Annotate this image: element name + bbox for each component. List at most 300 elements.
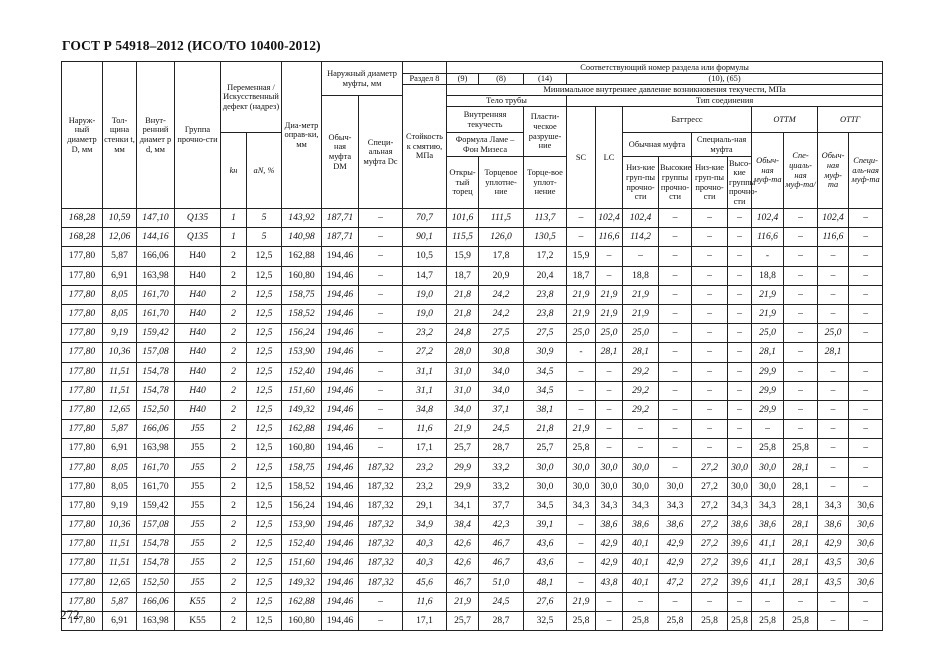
table-cell: 28,1 <box>784 477 818 496</box>
table-cell: 194,46 <box>322 343 359 362</box>
table-cell: 12,5 <box>247 477 282 496</box>
table-cell: 32,5 <box>524 611 567 630</box>
table-cell: 29,9 <box>752 400 784 419</box>
table-cell: 151,60 <box>282 381 322 400</box>
table-cell: 187,71 <box>322 228 359 247</box>
table-cell: – <box>849 247 883 266</box>
table-cell: 162,88 <box>282 420 322 439</box>
table-cell: – <box>567 554 596 573</box>
table-cell: – <box>784 592 818 611</box>
table-cell: – <box>359 266 403 285</box>
hdr-f8: (8) <box>479 74 524 85</box>
table-cell: 194,46 <box>322 554 359 573</box>
table-cell: 34,1 <box>447 496 479 515</box>
table-cell: 159,42 <box>137 496 175 515</box>
hdr-ottg-special: Специ-аль-ная муф-та <box>849 133 883 209</box>
table-cell: 39,6 <box>728 535 752 554</box>
table-row <box>62 439 883 458</box>
table-cell: 194,46 <box>322 592 359 611</box>
table-cell: – <box>728 381 752 400</box>
table-cell: – <box>728 228 752 247</box>
table-cell: 2 <box>221 439 247 458</box>
table-cell: 2 <box>221 381 247 400</box>
table-cell: 28,7 <box>479 439 524 458</box>
table-cell: – <box>567 573 596 592</box>
hdr-collapse: Стойкость к смятию, МПа <box>403 85 447 209</box>
table-cell: J55 <box>175 477 221 496</box>
table-cell: – <box>849 420 883 439</box>
table-cell: 43,5 <box>818 554 849 573</box>
table-cell: 45,6 <box>403 573 447 592</box>
table-cell: 30,0 <box>728 458 752 477</box>
table-cell: 194,46 <box>322 362 359 381</box>
table-cell: – <box>818 304 849 323</box>
table-cell: 40,3 <box>403 535 447 554</box>
table-cell: H40 <box>175 343 221 362</box>
table-cell: 6,91 <box>103 611 137 630</box>
table-cell: 2 <box>221 324 247 343</box>
table-cell: 25,8 <box>728 611 752 630</box>
table-cell: 70,7 <box>403 209 447 228</box>
table-cell: 30,0 <box>752 477 784 496</box>
table-cell: 162,88 <box>282 592 322 611</box>
table-cell: 34,3 <box>728 496 752 515</box>
table-cell: 160,80 <box>282 439 322 458</box>
table-cell: – <box>784 362 818 381</box>
table-cell: – <box>818 420 849 439</box>
table-cell: 12,5 <box>247 573 282 592</box>
table-cell: – <box>359 247 403 266</box>
table-cell: – <box>659 439 692 458</box>
table-cell: 177,80 <box>62 592 103 611</box>
table-cell: – <box>818 381 849 400</box>
table-cell: 177,80 <box>62 381 103 400</box>
hdr-an: aN, % <box>247 133 282 209</box>
hdr-lame-mises: Формула Ламе – Фон Мизеса <box>447 133 524 157</box>
table-cell: 19,0 <box>403 285 447 304</box>
table-cell: – <box>359 209 403 228</box>
table-cell: 24,8 <box>447 324 479 343</box>
table-cell: – <box>596 420 623 439</box>
table-cell: – <box>692 304 728 323</box>
table-cell: 102,4 <box>818 209 849 228</box>
table-cell: 42,6 <box>447 535 479 554</box>
table-cell: – <box>784 266 818 285</box>
table-cell: 33,2 <box>479 458 524 477</box>
table-cell: – <box>818 611 849 630</box>
table-cell: 2 <box>221 573 247 592</box>
table-cell: 25,0 <box>818 324 849 343</box>
table-cell: 177,80 <box>62 304 103 323</box>
table-cell: 30,6 <box>849 535 883 554</box>
table-cell: – <box>359 324 403 343</box>
table-cell: – <box>692 420 728 439</box>
table-cell: 30,9 <box>524 343 567 362</box>
table-cell <box>849 343 883 362</box>
table-cell: K55 <box>175 611 221 630</box>
hdr-capped-end-seal: Торцевое уплотне-ние <box>479 157 524 209</box>
hdr-ottm: ОТТМ <box>752 107 818 133</box>
table-cell: 9,19 <box>103 324 137 343</box>
table-cell: 42,9 <box>659 535 692 554</box>
table-cell: 17,8 <box>479 247 524 266</box>
table-cell: 12,5 <box>247 439 282 458</box>
table-cell: 194,46 <box>322 420 359 439</box>
table-cell: 154,78 <box>137 535 175 554</box>
hdr-ottm-special: Спе-циаль-ная муф-та/ <box>784 133 818 209</box>
table-cell: 194,46 <box>322 285 359 304</box>
hdr-special-coupling: Специ-альная муфта Dc <box>359 96 403 209</box>
table-cell: 23,2 <box>403 324 447 343</box>
table-cell: 21,9 <box>567 592 596 611</box>
table-cell: 25,8 <box>752 439 784 458</box>
table-cell: 168,28 <box>62 209 103 228</box>
table-cell: – <box>784 304 818 323</box>
table-cell: – <box>659 420 692 439</box>
table-row <box>62 381 883 400</box>
hdr-high-grade-2: Высо-кие группы прочно-сти <box>728 157 752 209</box>
table-cell: 29,2 <box>623 362 659 381</box>
table-cell: 43,6 <box>524 554 567 573</box>
hdr-open-end: Откры-тый торец <box>447 157 479 209</box>
table-cell: 41,1 <box>752 554 784 573</box>
table-cell: – <box>818 477 849 496</box>
hdr-bt-regular: Обычная муфта <box>623 133 692 157</box>
table-cell: – <box>849 362 883 381</box>
table-cell: 21,9 <box>752 285 784 304</box>
table-cell: 194,46 <box>322 516 359 535</box>
table-cell: 12,5 <box>247 324 282 343</box>
table-cell: 27,2 <box>692 458 728 477</box>
table-cell: 21,9 <box>447 420 479 439</box>
table-cell: 10,5 <box>403 247 447 266</box>
table-cell: 11,51 <box>103 535 137 554</box>
table-cell: 12,5 <box>247 400 282 419</box>
table-cell: 177,80 <box>62 611 103 630</box>
table-cell: 114,2 <box>623 228 659 247</box>
table-cell: 25,7 <box>447 439 479 458</box>
table-cell: J55 <box>175 535 221 554</box>
table-cell: 194,46 <box>322 535 359 554</box>
table-cell: 177,80 <box>62 285 103 304</box>
table-cell: 194,46 <box>322 573 359 592</box>
table-cell: 21,9 <box>596 304 623 323</box>
table-cell: 187,32 <box>359 496 403 515</box>
table-cell: J55 <box>175 516 221 535</box>
table-cell: 21,9 <box>567 285 596 304</box>
table-cell: 21,9 <box>447 592 479 611</box>
table-cell: – <box>728 266 752 285</box>
table-cell: H40 <box>175 381 221 400</box>
table-cell: 144,16 <box>137 228 175 247</box>
table-cell: 34,3 <box>659 496 692 515</box>
table-cell: - <box>752 247 784 266</box>
table-cell: – <box>359 381 403 400</box>
table-cell: – <box>359 285 403 304</box>
table-row <box>62 285 883 304</box>
table-cell: 21,8 <box>524 420 567 439</box>
table-cell: 34,3 <box>818 496 849 515</box>
table-cell: – <box>784 400 818 419</box>
table-cell: – <box>728 285 752 304</box>
table-cell: 187,32 <box>359 554 403 573</box>
table-cell: 177,80 <box>62 535 103 554</box>
table-cell: 166,06 <box>137 420 175 439</box>
hdr-ottg-regular: Обыч-ная муф-та <box>818 133 849 209</box>
table-cell: 5,87 <box>103 247 137 266</box>
table-cell: 43,5 <box>818 573 849 592</box>
table-cell: 48,1 <box>524 573 567 592</box>
table-cell: – <box>849 304 883 323</box>
table-cell: 5 <box>247 228 282 247</box>
hdr-drift-diameter: Диа-метр оправ-ки, мм <box>282 62 322 209</box>
table-cell: – <box>596 266 623 285</box>
table-cell: 42,6 <box>447 554 479 573</box>
hdr-capped-end-seal-2: Торце-вое уплот-нение <box>524 157 567 209</box>
table-row <box>62 573 883 592</box>
table-cell: 154,78 <box>137 362 175 381</box>
table-cell: – <box>818 285 849 304</box>
table-cell: 194,46 <box>322 324 359 343</box>
table-cell: 51,0 <box>479 573 524 592</box>
table-cell: 21,8 <box>447 304 479 323</box>
table-cell: – <box>784 285 818 304</box>
table-cell: 24,2 <box>479 304 524 323</box>
table-cell: 111,5 <box>479 209 524 228</box>
table-cell: – <box>596 592 623 611</box>
table-row <box>62 592 883 611</box>
table-cell: – <box>752 592 784 611</box>
table-cell: – <box>692 592 728 611</box>
table-cell: 5,87 <box>103 420 137 439</box>
table-row <box>62 611 883 630</box>
table-cell: 116,6 <box>752 228 784 247</box>
table-cell: – <box>692 209 728 228</box>
table-cell: – <box>692 400 728 419</box>
table-cell: 158,75 <box>282 458 322 477</box>
table-cell: – <box>728 362 752 381</box>
table-cell: 25,8 <box>567 611 596 630</box>
table-cell: 160,80 <box>282 266 322 285</box>
table-cell: – <box>659 228 692 247</box>
table-cell: 12,5 <box>247 516 282 535</box>
table-cell: 42,3 <box>479 516 524 535</box>
hdr-coupling-od: Наружный диаметр муфты, мм <box>322 62 403 96</box>
table-cell: 194,46 <box>322 439 359 458</box>
table-cell: – <box>728 209 752 228</box>
table-cell: 160,80 <box>282 611 322 630</box>
table-cell: 30,6 <box>849 516 883 535</box>
table-cell: 23,8 <box>524 285 567 304</box>
table-cell: 152,50 <box>137 573 175 592</box>
hdr-low-grade-2: Низ-кие груп-пы прочно-сти <box>692 157 728 209</box>
table-cell: 166,06 <box>137 247 175 266</box>
table-row <box>62 400 883 419</box>
table-cell: 5 <box>247 209 282 228</box>
table-cell: 143,92 <box>282 209 322 228</box>
table-cell: 156,24 <box>282 324 322 343</box>
table-cell: 42,9 <box>659 554 692 573</box>
table-row <box>62 324 883 343</box>
table-cell: – <box>728 304 752 323</box>
table-cell: 28,1 <box>596 343 623 362</box>
table-cell: 156,24 <box>282 496 322 515</box>
table-cell: 21,9 <box>567 304 596 323</box>
table-cell: – <box>728 343 752 362</box>
table-cell: H40 <box>175 362 221 381</box>
table-cell: 11,51 <box>103 381 137 400</box>
table-cell: 177,80 <box>62 343 103 362</box>
table-cell: 177,80 <box>62 496 103 515</box>
table-cell: 2 <box>221 458 247 477</box>
table-cell: 2 <box>221 285 247 304</box>
table-cell: 177,80 <box>62 516 103 535</box>
table-cell: 6,91 <box>103 439 137 458</box>
hdr-f9: (9) <box>447 74 479 85</box>
hdr-lc: LC <box>596 107 623 209</box>
table-cell: – <box>784 381 818 400</box>
table-cell: 30,6 <box>849 554 883 573</box>
table-cell: – <box>849 381 883 400</box>
table-cell: 90,1 <box>403 228 447 247</box>
table-cell: – <box>849 324 883 343</box>
table-cell: 12,5 <box>247 592 282 611</box>
table-cell: 154,78 <box>137 381 175 400</box>
table-cell: 27,2 <box>692 535 728 554</box>
hdr-f1065: (10), (65) <box>567 74 883 85</box>
table-cell: 38,6 <box>659 516 692 535</box>
table-cell: 187,32 <box>359 516 403 535</box>
table-cell: 28,1 <box>818 343 849 362</box>
table-cell: 24,2 <box>479 285 524 304</box>
table-cell: – <box>784 343 818 362</box>
table-cell: – <box>849 611 883 630</box>
table-cell: – <box>728 247 752 266</box>
table-cell: 8,05 <box>103 477 137 496</box>
table-cell: 27,5 <box>479 324 524 343</box>
table-cell: – <box>659 458 692 477</box>
table-cell: 15,9 <box>447 247 479 266</box>
table-cell: 2 <box>221 592 247 611</box>
table-cell: 38,4 <box>447 516 479 535</box>
table-cell: 34,0 <box>479 362 524 381</box>
table-cell: 177,80 <box>62 573 103 592</box>
table-cell: 10,36 <box>103 516 137 535</box>
table-cell: 28,1 <box>784 458 818 477</box>
table-cell: 157,08 <box>137 516 175 535</box>
table-cell: 40,1 <box>623 554 659 573</box>
table-cell: – <box>849 439 883 458</box>
table-cell: 30,0 <box>596 477 623 496</box>
table-cell: 37,7 <box>479 496 524 515</box>
hdr-kn: kн <box>221 133 247 209</box>
table-cell: 27,2 <box>692 477 728 496</box>
table-cell: 11,51 <box>103 362 137 381</box>
table-cell: 153,90 <box>282 516 322 535</box>
table-cell: 9,19 <box>103 496 137 515</box>
table-cell: 38,6 <box>623 516 659 535</box>
table-cell: H40 <box>175 400 221 419</box>
table-cell: 2 <box>221 247 247 266</box>
table-cell: 161,70 <box>137 458 175 477</box>
table-cell: 27,5 <box>524 324 567 343</box>
hdr-inner-diameter: Внут-ренний диамет р d, мм <box>137 62 175 209</box>
table-cell: 43,8 <box>596 573 623 592</box>
table-cell: 177,80 <box>62 477 103 496</box>
table-cell: 34,0 <box>447 400 479 419</box>
table-cell: 8,05 <box>103 285 137 304</box>
table-cell: 159,42 <box>137 324 175 343</box>
table-cell: 34,3 <box>596 496 623 515</box>
table-cell: 25,8 <box>752 611 784 630</box>
hdr-low-grade: Низ-кие груп-пы прочно-сти <box>623 157 659 209</box>
data-table <box>61 61 883 631</box>
table-cell: – <box>784 420 818 439</box>
hdr-internal-yield: Внутренняя текучесть <box>447 107 524 133</box>
table-cell: 14,7 <box>403 266 447 285</box>
table-row <box>62 266 883 285</box>
table-row <box>62 362 883 381</box>
table-cell: – <box>623 420 659 439</box>
table-cell: 34,3 <box>567 496 596 515</box>
table-cell: – <box>849 228 883 247</box>
table-cell: 31,1 <box>403 362 447 381</box>
table-cell: – <box>567 381 596 400</box>
table-row <box>62 477 883 496</box>
hdr-ottm-regular: Обыч-ная муф-та <box>752 133 784 209</box>
table-cell: 12,65 <box>103 573 137 592</box>
table-cell: 194,46 <box>322 458 359 477</box>
table-cell: – <box>359 400 403 419</box>
table-cell: – <box>849 400 883 419</box>
table-cell: 23,2 <box>403 477 447 496</box>
hdr-min-pressure: Минимальное внутреннее давление возникновения текучести, МПа <box>447 85 883 96</box>
table-cell: 27,2 <box>403 343 447 362</box>
table-cell: – <box>359 439 403 458</box>
table-cell: – <box>659 285 692 304</box>
table-cell: 28,7 <box>479 611 524 630</box>
table-cell: 194,46 <box>322 611 359 630</box>
table-cell: 12,5 <box>247 535 282 554</box>
table-cell: 116,6 <box>596 228 623 247</box>
table-cell: 23,2 <box>403 458 447 477</box>
table-cell: 115,5 <box>447 228 479 247</box>
table-cell: 27,2 <box>692 573 728 592</box>
table-cell: – <box>359 420 403 439</box>
table-cell: – <box>818 362 849 381</box>
table-cell: 38,1 <box>524 400 567 419</box>
table-cell: 28,1 <box>752 343 784 362</box>
table-cell: 157,08 <box>137 343 175 362</box>
table-cell: 102,4 <box>623 209 659 228</box>
hdr-f14: (14) <box>524 74 567 85</box>
table-cell: 194,46 <box>322 381 359 400</box>
table-cell: 177,80 <box>62 266 103 285</box>
table-cell: 166,06 <box>137 592 175 611</box>
table-cell: – <box>659 592 692 611</box>
table-cell: – <box>692 247 728 266</box>
table-cell: – <box>596 247 623 266</box>
table-cell: 21,9 <box>623 304 659 323</box>
table-cell: 162,88 <box>282 247 322 266</box>
table-cell: – <box>567 535 596 554</box>
table-cell: 34,3 <box>752 496 784 515</box>
table-cell: 12,5 <box>247 381 282 400</box>
table-cell: 12,65 <box>103 400 137 419</box>
table-row <box>62 516 883 535</box>
table-cell: 177,80 <box>62 400 103 419</box>
table-cell: 187,71 <box>322 209 359 228</box>
